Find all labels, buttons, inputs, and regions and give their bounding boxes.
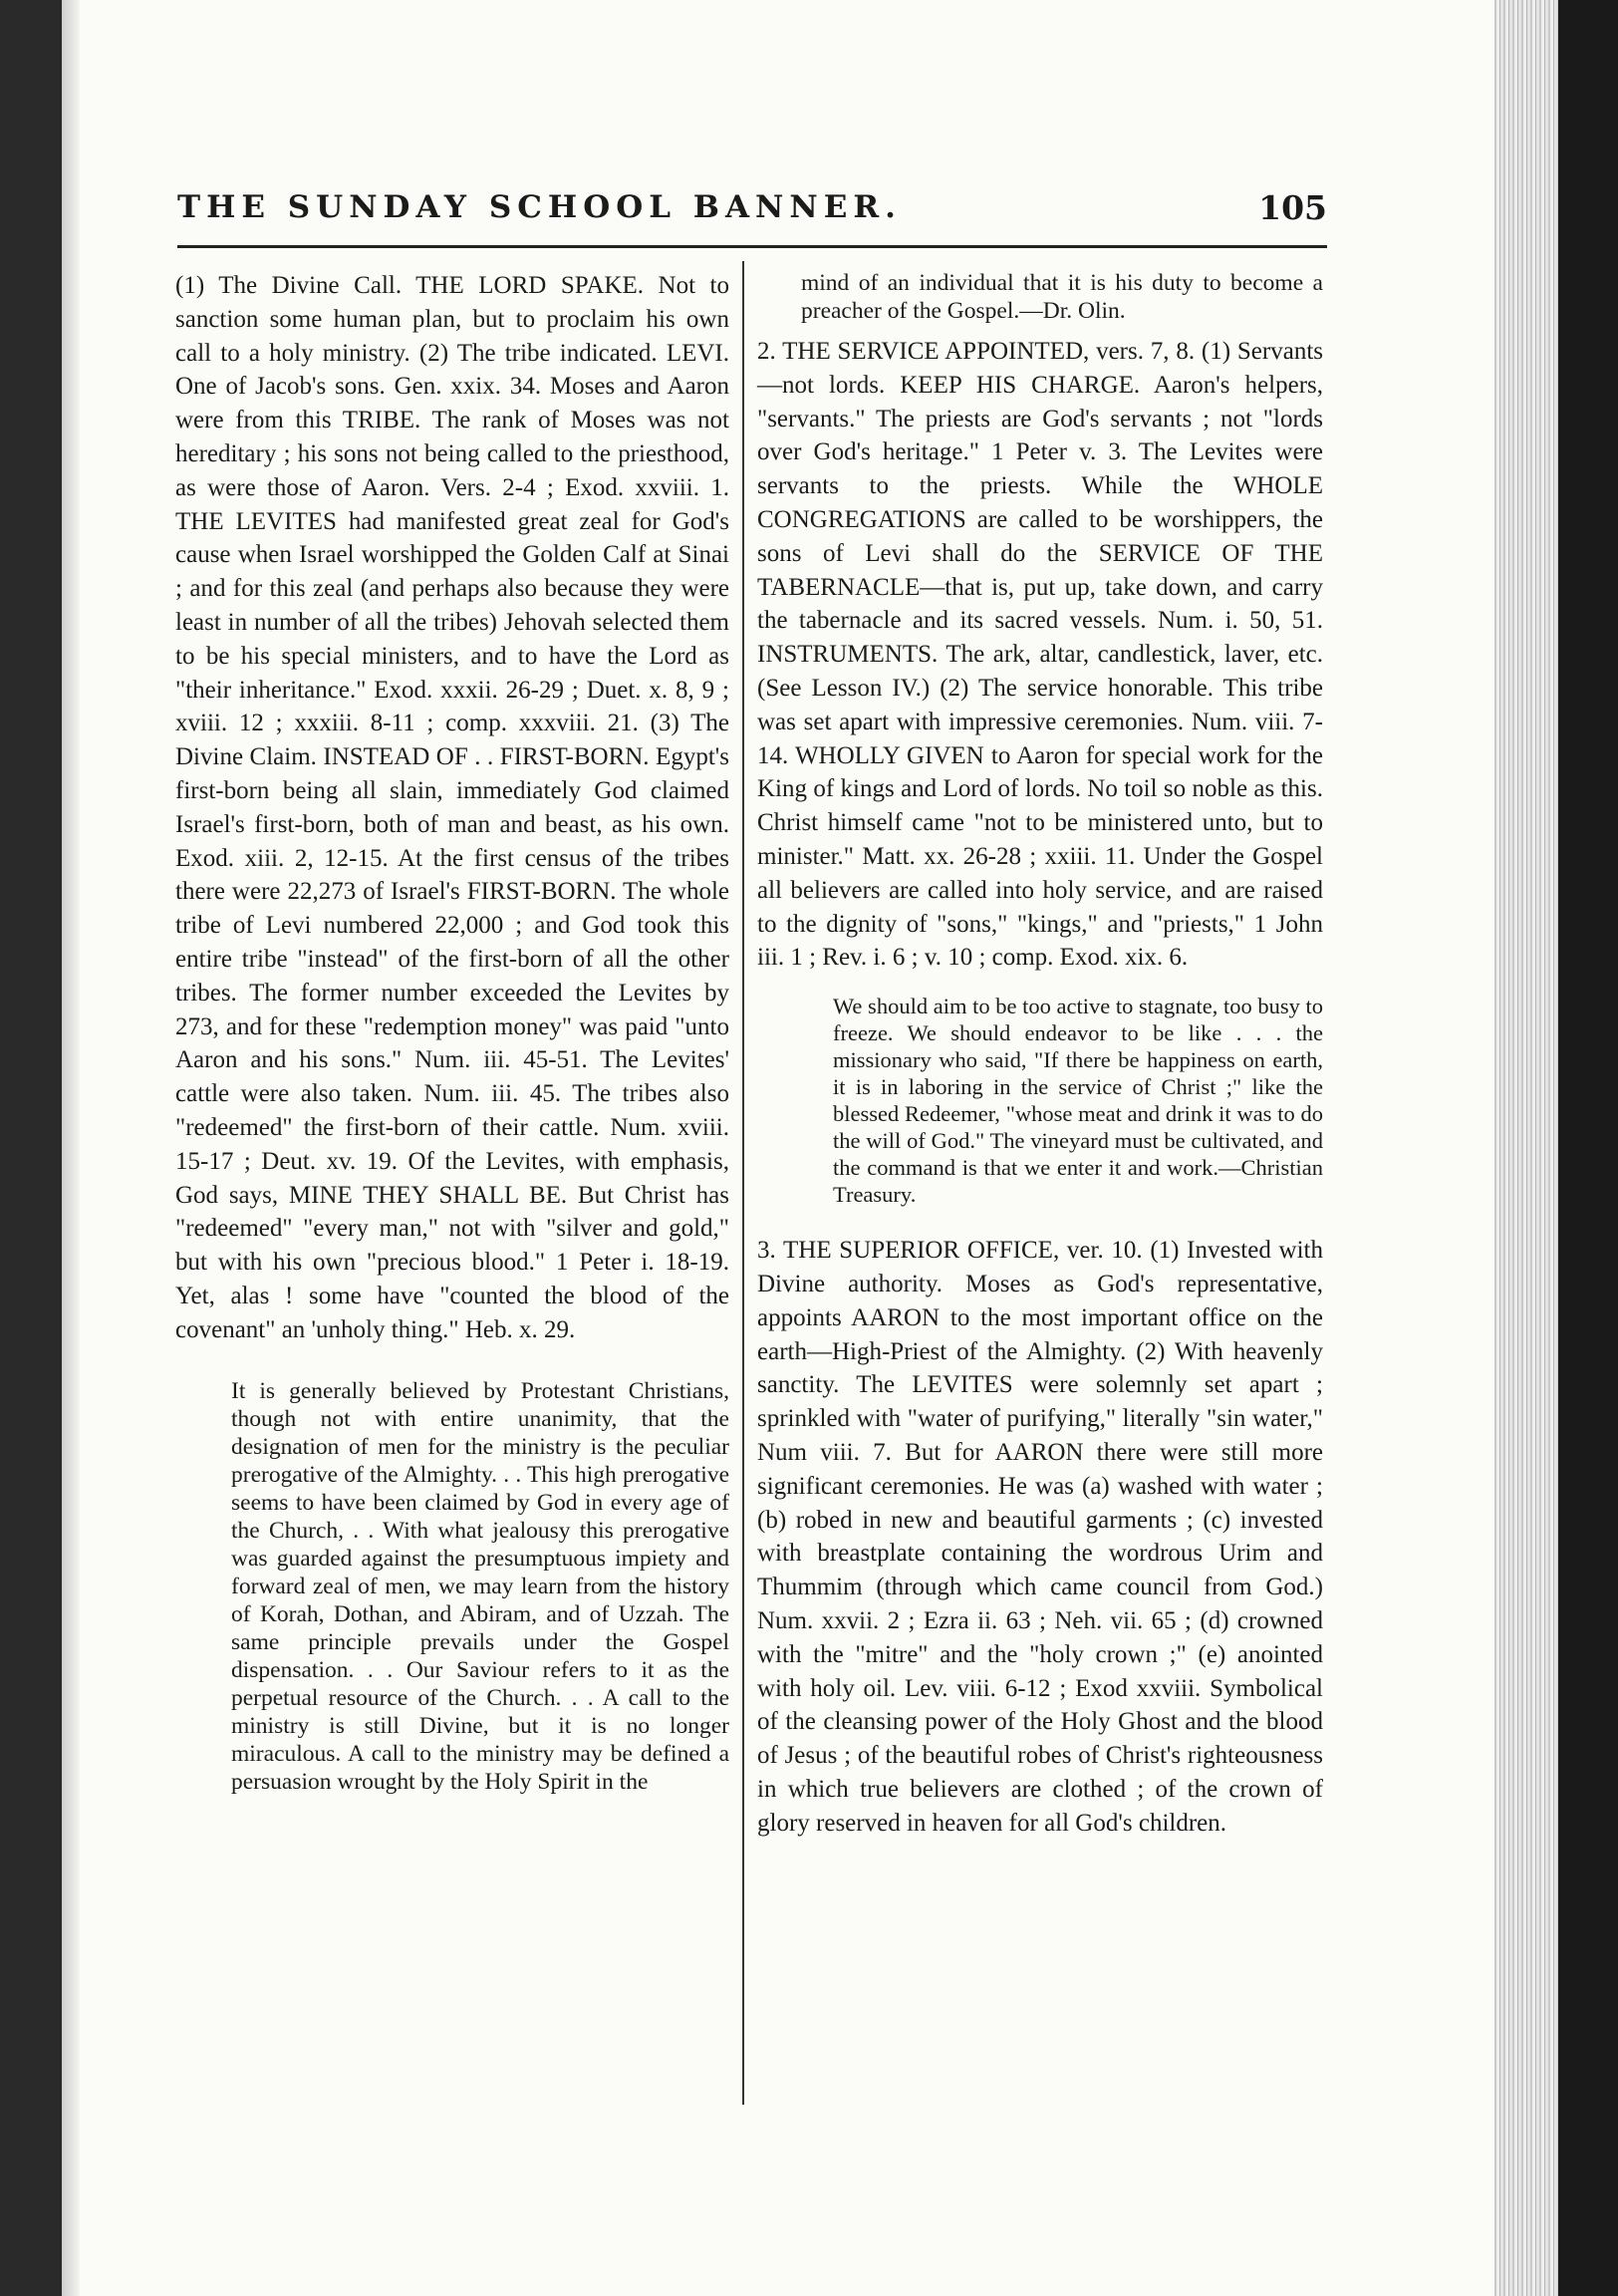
section-2-service-appointed: 2. THE SERVICE APPOINTED, vers. 7, 8. (1) Servants—not lords. KEEP HIS CHARGE. Aaron's helpers, "servants." The priests are God's servants ; not "lords over God's heritage." 1 Peter v. 3. The Levites were servants to the priests. While the WHOLE CONGREGATIONS are called to be worshippers, the sons of Levi shall do the SERVICE OF THE TABERNACLE—that is, put up, take down, and carry the tabernacle and its sacred vessels. Num. i. 50, 51. INSTRUMENTS. The ark, altar, candlestick, laver, etc. (See Lesson IV.) (2) The service honorable. This tribe was set apart with impressive ceremonies. Num. viii. 7-14. WHOLLY GIVEN to Aaron for special work for the King of kings and Lord of lords. No toil so noble as this. Christ himself came "not to be ministered unto, but to minister." Matt. xx. 26-28 ; xxiii. 11. Under the Gospel all believers are called into holy service, and are raised to the dignity of "sons," "kings," and "priests," 1 John iii. 1 ; Rev. i. 6 ; v. 10 ; comp. Exod. xix. 6. <box>757 338 1323 972</box>
left-column <box>175 269 729 1796</box>
publication-title: THE SUNDAY SCHOOL BANNER. <box>177 189 902 225</box>
page-curl-shadow <box>62 0 80 2296</box>
header-rule <box>177 245 1327 248</box>
book-gutter-left <box>0 0 62 2296</box>
column-divider <box>742 261 744 2105</box>
right-quote-christian-treasury: We should aim to be too active to stagnate, too busy to freeze. We should endeavor to be like . . . the missionary who said, "If there be happiness on earth, it is in laboring in the service of Christ ;" like the blessed Redeemer, "whose meat and drink it was to do the will of God." The vineyard must be cultivated, and the command is that we enter it and work.—Christian Treasury. <box>833 994 1323 1208</box>
page-number: 105 <box>1258 187 1327 227</box>
left-main-text: (1) The Divine Call. THE LORD SPAKE. Not to sanction some human plan, but to proclaim his own call to a holy ministry. (2) The tribe indicated. LEVI. One of Jacob's sons. Gen. xxix. 34. Moses and Aaron were from this TRIBE. The rank of Moses was not hereditary ; his sons not being called to the priesthood, as were those of Aaron. Vers. 2-4 ; Exod. xxviii. 1. THE LEVITES had manifested great zeal for God's cause when Israel worshipped the Golden Calf at Sinai ; and for this zeal (and perhaps also because they were least in number of all the tribes) Jehovah selected them to be his special ministers, and to have the Lord as "their inheritance." Exod. xxxii. 26-29 ; Duet. x. 8, 9 ; xviii. 12 ; xxxiii. 8-11 ; comp. xxxviii. 21. (3) The Divine Claim. INSTEAD OF . . FIRST-BORN. Egypt's first-born being all slain, immediately God claimed Israel's first-born, both of man and beast, as his own. Exod. xiii. 2, 12-15. At the first census of the tribes there were 22,273 of Israel's FIRST-BORN. The whole tribe of Levi numbered 22,000 ; and God took this entire tribe "instead" of the first-born of all the other tribes. The former number exceeded the Levites by 273, and for these "redemption money" was paid "unto Aaron and his sons." Num. iii. 45-51. The Levites' cattle were also taken. Num. iii. 45. The tribes also "redeemed" the first-born of their cattle. Num. xviii. 15-17 ; Deut. xv. 19. Of the Levites, with emphasis, God says, MINE THEY SHALL BE. But Christ has "redeemed" "every man," not with "silver and gold," but with his own "precious blood." 1 Peter i. 18-19. Yet, alas ! some have "counted the blood of the covenant" an 'unholy thing." Heb. x. 29. <box>175 272 729 1343</box>
running-header <box>177 183 1327 231</box>
right-quote-continuation: mind of an individual that it is his duty to become a preacher of the Gospel.—Dr. Olin. <box>801 270 1323 324</box>
page-stack-edge <box>1494 0 1558 2296</box>
right-column <box>757 269 1323 1840</box>
left-quote-olin: It is generally believed by Protestant Christians, though not with entire unanimity, that the designation of men for the ministry is the peculiar prerogative of the Almighty. . . This high prerogative seems to have been claimed by God in every age of the Church, . . With what jealousy this prerogative was guarded against the presumptuous impiety and forward zeal of men, we may learn from the history of Korah, Dothan, and Abiram, and of Uzzah. The same principle prevails under the Gospel dispensation. . . Our Saviour refers to it as the perpetual resource of the Church. . . A call to the ministry is still Divine, but it is no longer miraculous. A call to the ministry may be defined a persuasion wrought by the Holy Spirit in the <box>231 1377 729 1795</box>
book-edge-right <box>1558 0 1618 2296</box>
section-3-superior-office: 3. THE SUPERIOR OFFICE, ver. 10. (1) Invested with Divine authority. Moses as God's representative, appoints AARON to the most important office on the earth—High-Priest of the Almighty. (2) With heavenly sanctity. The LEVITES were solemnly set apart ; sprinkled with "water of purifying," literally "sin water," Num viii. 7. But for AARON there were still more significant ceremonies. He was (a) washed with water ; (b) robed in new and beautiful garments ; (c) invested with breastplate containing the wordrous Urim and Thummim (through which came council from God.) Num. xxvii. 2 ; Ezra ii. 63 ; Neh. vii. 65 ; (d) crowned with the "mitre" and the "holy crown ;" (e) anointed with holy oil. Lev. viii. 6-12 ; Exod xxviii. Symbolical of the cleansing power of the Holy Ghost and the blood of Jesus ; of the beautiful robes of Christ's righteousness in which true believers are clothed ; of the crown of glory reserved in heaven for all God's children. <box>757 1237 1323 1837</box>
